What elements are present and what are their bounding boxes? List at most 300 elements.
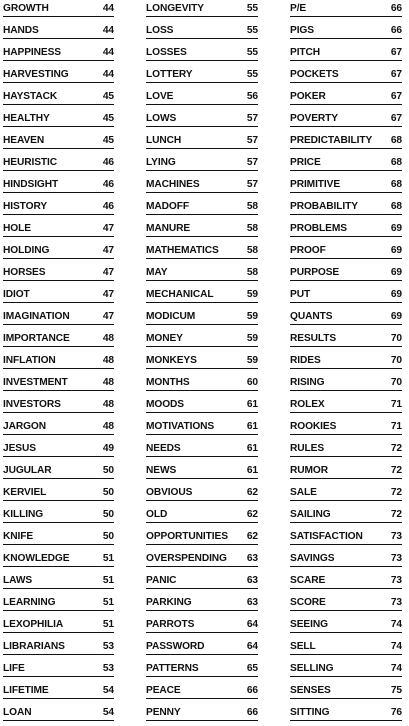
index-entry[interactable] [3,44,114,66]
entry-underline [290,280,402,281]
index-entry[interactable] [3,88,114,110]
index-term[interactable]: HINDSIGHT [3,179,59,190]
index-term[interactable]: MANURE [146,223,191,234]
index-entry[interactable] [290,638,402,660]
index-term[interactable]: MONEY [146,333,183,344]
index-entry[interactable] [146,462,258,484]
entry-underline [290,412,402,413]
index-term[interactable]: RIDES [290,355,321,366]
index-term[interactable]: PROOF [290,245,326,256]
index-entry[interactable] [3,330,114,352]
entry-underline [146,38,258,39]
index-entry[interactable] [290,484,402,506]
index-entry[interactable] [3,418,114,440]
index-term[interactable]: SAVINGS [290,553,335,564]
page-number: 68 [390,135,402,146]
entry-underline [146,478,258,479]
index-term[interactable]: RESULTS [290,333,337,344]
entry-underline [3,148,114,149]
entry-underline [146,566,258,567]
index-entry[interactable] [3,462,114,484]
index-entry[interactable] [290,528,402,550]
page-number: 57 [246,113,258,124]
index-term[interactable]: MOODS [146,399,184,410]
index-entry[interactable] [3,132,114,154]
entry-underline [3,478,114,479]
index-term[interactable]: INVESTORS [3,399,61,410]
entry-underline [146,324,258,325]
index-term[interactable]: SCORE [290,597,326,608]
index-term[interactable]: LYING [146,157,176,168]
index-term[interactable]: SATISFACTION [290,531,363,542]
page-number: 57 [246,135,258,146]
index-entry[interactable] [146,110,258,132]
page-number: 73 [390,531,402,542]
page-number: 69 [390,223,402,234]
entry-underline [146,632,258,633]
index-term[interactable]: MAY [146,267,168,278]
index-entry[interactable] [146,264,258,286]
index-term[interactable]: JUGULAR [3,465,52,476]
index-term[interactable]: LIFE [3,663,25,674]
index-term[interactable]: LIFETIME [3,685,49,696]
entry-underline [3,82,114,83]
index-entry[interactable] [3,572,114,594]
entry-underline [146,588,258,589]
index-entry[interactable] [3,638,114,660]
index-term[interactable]: PROBLEMS [290,223,347,234]
index-entry[interactable] [3,154,114,176]
index-term[interactable]: JARGON [3,421,46,432]
index-entry[interactable] [146,154,258,176]
index-term[interactable]: ROOKIES [290,421,337,432]
index-entry[interactable] [146,352,258,374]
index-entry[interactable] [290,418,402,440]
page-number: 46 [102,179,114,190]
index-entry[interactable] [3,704,114,726]
index-term[interactable]: SAILING [290,509,331,520]
entry-underline [290,456,402,457]
index-entry[interactable] [290,132,402,154]
index-entry[interactable] [146,44,258,66]
page-number: 48 [102,399,114,410]
page-number: 55 [246,3,258,14]
index-term[interactable]: PARKING [146,597,192,608]
index-entry[interactable] [3,308,114,330]
entry-underline [290,632,402,633]
index-entry[interactable] [290,176,402,198]
index-term[interactable]: PRIMITIVE [290,179,341,190]
index-entry[interactable] [290,616,402,638]
index-entry[interactable] [3,198,114,220]
index-term[interactable]: HANDS [3,25,39,36]
index-term[interactable]: NEEDS [146,443,181,454]
index-entry[interactable] [3,110,114,132]
index-entry[interactable] [290,396,402,418]
page-number: 62 [246,509,258,520]
entry-underline [146,192,258,193]
index-term[interactable]: PARROTS [146,619,195,630]
index-term[interactable]: HORSES [3,267,46,278]
index-entry[interactable] [146,132,258,154]
index-entry[interactable] [290,550,402,572]
index-term[interactable]: OBVIOUS [146,487,193,498]
index-term[interactable]: MOTIVATIONS [146,421,215,432]
index-entry[interactable] [290,88,402,110]
index-entry[interactable] [3,176,114,198]
index-term[interactable]: PANIC [146,575,177,586]
page-number: 58 [246,245,258,256]
index-entry[interactable] [290,308,402,330]
index-entry[interactable] [290,440,402,462]
index-entry[interactable] [290,594,402,616]
index-term[interactable]: GROWTH [3,3,49,14]
page-number: 44 [102,69,114,80]
entry-underline [290,214,402,215]
entry-underline [290,544,402,545]
index-entry[interactable] [3,374,114,396]
entry-underline [290,38,402,39]
index-entry[interactable] [3,286,114,308]
index-term[interactable]: IMAGINATION [3,311,70,322]
index-entry[interactable] [290,22,402,44]
index-entry[interactable] [146,418,258,440]
index-entry[interactable] [290,66,402,88]
page-number: 48 [102,421,114,432]
entry-underline [146,412,258,413]
index-entry[interactable] [3,264,114,286]
index-entry[interactable] [3,616,114,638]
page-number: 51 [102,619,114,630]
index-term[interactable]: LAWS [3,575,33,586]
index-entry[interactable] [290,572,402,594]
index-term[interactable]: PREDICTABILITY [290,135,373,146]
entry-underline [3,456,114,457]
index-term[interactable]: QUANTS [290,311,333,322]
entry-underline [3,38,114,39]
index-entry[interactable] [3,66,114,88]
index-entry[interactable] [3,352,114,374]
entry-underline [3,368,114,369]
index-term[interactable]: INVESTMENT [3,377,68,388]
page-number: 55 [246,25,258,36]
index-entry[interactable] [146,682,258,704]
page-number: 55 [246,47,258,58]
page-number: 45 [102,91,114,102]
page-number: 70 [390,333,402,344]
index-entry[interactable] [3,0,114,22]
index-entry[interactable] [290,264,402,286]
index-entry[interactable] [146,88,258,110]
index-term[interactable]: OVERSPENDING [146,553,227,564]
page-number: 50 [102,531,114,542]
index-entry[interactable] [146,572,258,594]
index-term[interactable]: HISTORY [3,201,48,212]
page-number: 48 [102,355,114,366]
index-term[interactable]: RULES [290,443,325,454]
page-number: 63 [246,575,258,586]
index-term[interactable]: HEURISTIC [3,157,58,168]
index-entry[interactable] [146,176,258,198]
index-entry[interactable] [290,704,402,726]
index-term[interactable]: SALE [290,487,317,498]
entry-underline [3,280,114,281]
index-term[interactable]: PRICE [290,157,321,168]
page-number: 46 [102,201,114,212]
index-entry[interactable] [290,462,402,484]
index-entry[interactable] [3,220,114,242]
index-entry[interactable] [146,66,258,88]
page-number: 55 [246,69,258,80]
index-term[interactable]: RUMOR [290,465,328,476]
index-entry[interactable] [146,704,258,726]
page-number: 74 [390,663,402,674]
index-term[interactable]: POKER [290,91,326,102]
index-term[interactable]: PIGS [290,25,314,36]
index-entry[interactable] [290,374,402,396]
page-number: 50 [102,465,114,476]
index-term[interactable]: RISING [290,377,325,388]
entry-underline [146,82,258,83]
entry-underline [290,302,402,303]
index-term[interactable]: PASSWORD [146,641,205,652]
index-entry[interactable] [3,22,114,44]
index-entry[interactable] [146,308,258,330]
index-entry[interactable] [146,616,258,638]
page-number: 58 [246,201,258,212]
page-number: 51 [102,575,114,586]
page-number: 73 [390,553,402,564]
index-term[interactable]: IMPORTANCE [3,333,70,344]
index-term[interactable]: LOWS [146,113,177,124]
index-term[interactable]: SEEING [290,619,328,630]
entry-underline [290,104,402,105]
index-term[interactable]: LEARNING [3,597,56,608]
entry-underline [146,60,258,61]
index-entry[interactable] [146,396,258,418]
index-term[interactable]: LIBRARIANS [3,641,65,652]
page-number: 65 [246,663,258,674]
index-column-2 [146,0,258,726]
page-number: 44 [102,47,114,58]
index-entry[interactable] [3,484,114,506]
page-number: 64 [246,619,258,630]
index-column-1 [3,0,114,726]
index-entry[interactable] [146,374,258,396]
page-number: 61 [246,399,258,410]
index-term[interactable]: OPPORTUNITIES [146,531,228,542]
index-term[interactable]: PATTERNS [146,663,199,674]
index-entry[interactable] [146,220,258,242]
page-number: 59 [246,355,258,366]
index-entry[interactable] [3,528,114,550]
index-term[interactable]: HEAVEN [3,135,45,146]
index-entry[interactable] [290,44,402,66]
page-number: 69 [390,245,402,256]
index-term[interactable]: LONGEVITY [146,3,204,14]
index-entry[interactable] [290,352,402,374]
index-term[interactable]: MODICUM [146,311,196,322]
page-number: 73 [390,597,402,608]
index-term[interactable]: LUNCH [146,135,182,146]
index-term[interactable]: SELLING [290,663,334,674]
page-number: 73 [390,575,402,586]
index-entry[interactable] [146,22,258,44]
index-term[interactable]: HEALTHY [3,113,50,124]
index-term[interactable]: PROBABILITY [290,201,358,212]
index-entry[interactable] [146,330,258,352]
index-term[interactable]: SITTING [290,707,330,718]
index-entry[interactable] [290,242,402,264]
page-number: 47 [102,223,114,234]
index-term[interactable]: KNOWLEDGE [3,553,70,564]
page-number: 45 [102,135,114,146]
index-term[interactable]: HAPPINESS [3,47,61,58]
page-number: 51 [102,553,114,564]
index-entry[interactable] [3,440,114,462]
index-entry[interactable] [3,594,114,616]
index-term[interactable]: OLD [146,509,168,520]
index-entry[interactable] [146,198,258,220]
entry-underline [146,16,258,17]
entry-underline [290,390,402,391]
index-entry[interactable] [146,0,258,22]
index-term[interactable]: INFLATION [3,355,56,366]
page-number: 59 [246,311,258,322]
index-term[interactable]: IDIOT [3,289,30,300]
index-entry[interactable] [290,198,402,220]
index-term[interactable]: PITCH [290,47,321,58]
index-entry[interactable] [290,154,402,176]
entry-underline [3,16,114,17]
index-entry[interactable] [290,220,402,242]
entry-underline [290,566,402,567]
index-term[interactable]: SENSES [290,685,331,696]
index-term[interactable]: SELL [290,641,316,652]
page-number: 67 [390,69,402,80]
index-term[interactable]: MONKEYS [146,355,197,366]
index-entry[interactable] [146,242,258,264]
index-term[interactable]: MONTHS [146,377,190,388]
page-number: 51 [102,597,114,608]
index-term[interactable]: MADOFF [146,201,189,212]
index-term[interactable]: MECHANICAL [146,289,214,300]
index-entry[interactable] [290,0,402,22]
entry-underline [146,258,258,259]
index-term[interactable]: KERVIEL [3,487,47,498]
index-term[interactable]: LOVE [146,91,174,102]
index-entry[interactable] [3,396,114,418]
entry-underline [3,302,114,303]
index-term[interactable]: PEACE [146,685,181,696]
index-entry[interactable] [146,594,258,616]
index-term[interactable]: LEXOPHILIA [3,619,64,630]
index-entry[interactable] [146,638,258,660]
index-term[interactable]: HOLDING [3,245,50,256]
entry-underline [290,522,402,523]
index-term[interactable]: P/E [290,3,307,14]
entry-underline [146,368,258,369]
entry-underline [3,720,114,721]
index-term[interactable]: LOTTERY [146,69,193,80]
index-term[interactable]: HARVESTING [3,69,69,80]
page-number: 67 [390,113,402,124]
page-number: 75 [390,685,402,696]
index-entry[interactable] [146,286,258,308]
entry-underline [146,302,258,303]
index-entry[interactable] [146,660,258,682]
index-entry[interactable] [146,484,258,506]
index-term[interactable]: LOSSES [146,47,187,58]
index-entry[interactable] [3,242,114,264]
index-term[interactable]: HAYSTACK [3,91,58,102]
index-entry[interactable] [290,110,402,132]
index-entry[interactable] [290,660,402,682]
entry-underline [3,236,114,237]
page-number: 49 [102,443,114,454]
index-entry[interactable] [3,506,114,528]
index-term[interactable]: PUT [290,289,311,300]
index-term[interactable]: MATHEMATICS [146,245,219,256]
index-entry[interactable] [290,682,402,704]
index-entry[interactable] [3,682,114,704]
index-entry[interactable] [146,528,258,550]
page-number: 76 [390,707,402,718]
index-term[interactable]: LOAN [3,707,32,718]
entry-underline [146,610,258,611]
entry-underline [3,412,114,413]
index-entry[interactable] [290,506,402,528]
entry-underline [146,522,258,523]
entry-underline [290,324,402,325]
index-term[interactable]: LOSS [146,25,174,36]
index-term[interactable]: PURPOSE [290,267,340,278]
index-term[interactable]: SCARE [290,575,326,586]
index-entry[interactable] [3,660,114,682]
index-term[interactable]: POCKETS [290,69,339,80]
page-number: 63 [246,597,258,608]
page-number: 57 [246,179,258,190]
page-number: 53 [102,641,114,652]
entry-underline [290,148,402,149]
entry-underline [146,214,258,215]
index-term[interactable]: HOLE [3,223,31,234]
page-number: 69 [390,289,402,300]
index-entry[interactable] [290,330,402,352]
entry-underline [3,170,114,171]
index-entry[interactable] [146,506,258,528]
page-number: 68 [390,201,402,212]
entry-underline [146,236,258,237]
index-entry[interactable] [290,286,402,308]
entry-underline [3,258,114,259]
page-number: 61 [246,443,258,454]
entry-underline [146,720,258,721]
index-entry[interactable] [146,550,258,572]
index-term[interactable]: NEWS [146,465,177,476]
index-term[interactable]: PENNY [146,707,181,718]
index-term[interactable]: KILLING [3,509,44,520]
index-term[interactable]: KNIFE [3,531,34,542]
index-entry[interactable] [3,550,114,572]
index-term[interactable]: MACHINES [146,179,200,190]
index-entry[interactable] [146,440,258,462]
index-term[interactable]: POVERTY [290,113,338,124]
index-term[interactable]: ROLEX [290,399,325,410]
index-term[interactable]: JESUS [3,443,36,454]
page-number: 67 [390,91,402,102]
entry-underline [146,500,258,501]
